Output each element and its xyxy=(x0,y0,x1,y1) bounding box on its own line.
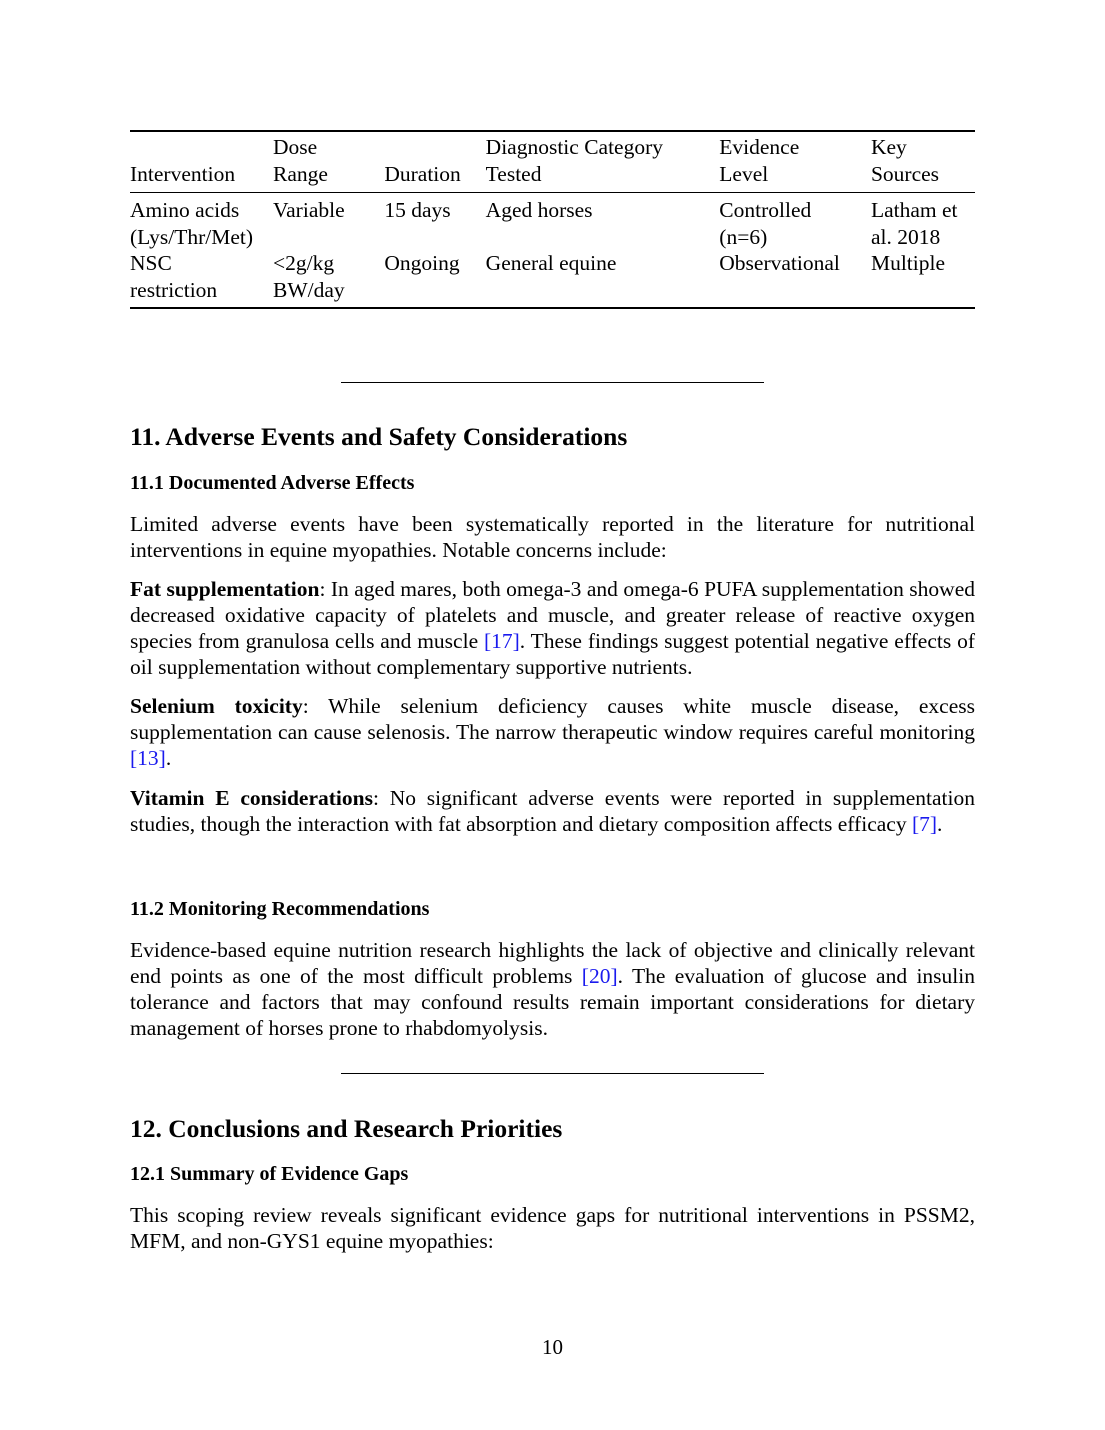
page-number: 10 xyxy=(542,1335,563,1359)
citation-link[interactable]: [20] xyxy=(581,964,618,988)
section-11-heading: 11. Adverse Events and Safety Considerations xyxy=(130,422,628,451)
col-header-diagnostic-category: Diagnostic Category Tested xyxy=(486,131,720,193)
term-label: Vitamin E considerations xyxy=(130,786,373,810)
table-cell: Amino acids (Lys/Thr/Met) xyxy=(130,198,254,249)
table-cell: Multiple xyxy=(870,251,946,275)
paragraph-vitamin-e: Vitamin E considerations: No significant adverse events were reported in supplementation studies, though the interaction with fat absorption and dietary composition affects efficacy [7]. xyxy=(130,786,975,836)
col-header-dose-range: Dose Range xyxy=(273,131,384,193)
paragraph-selenium-toxicity: Selenium toxicity: While selenium deficiency causes white muscle disease, excess supplementation can cause selenosis. The narrow therapeutic window requires careful monitoring [13]. xyxy=(130,694,976,770)
col-header-duration: Duration xyxy=(384,131,485,193)
table-header-row xyxy=(130,131,975,193)
subsection-11-2-heading: 11.2 Monitoring Recommendations xyxy=(130,898,430,920)
table-cell: <2g/kg BW/day xyxy=(273,251,345,302)
table-cell: 15 days xyxy=(384,198,451,222)
paragraph-fat-supplementation: Fat supplementation: In aged mares, both omega-3 and omega-6 PUFA supplementation showed decreased oxidative capacity of platelets and muscle, and greater release of reactive oxygen species from granulosa cells and muscle [17]. These findings suggest potential negative effects of oil supplementation without complementary supportive nutrients. xyxy=(130,577,975,679)
table-cell: Aged horses xyxy=(485,198,593,222)
table-cell: Variable xyxy=(273,198,345,222)
table-cell: Observational xyxy=(719,251,840,275)
table-row xyxy=(130,250,975,308)
paragraph-evidence-gaps: This scoping review reveals significant evidence gaps for nutritional interventions in PSSM2, MFM, and non-GYS1 equine myopathies: xyxy=(130,1203,975,1253)
subsection-12-1-heading: 12.1 Summary of Evidence Gaps xyxy=(130,1163,409,1185)
term-label: Selenium toxicity xyxy=(130,694,303,718)
citation-link[interactable]: [17] xyxy=(483,629,520,653)
col-header-evidence-level: Evidence Level xyxy=(719,131,871,193)
section-divider xyxy=(341,382,764,383)
paragraph-adverse-intro: Limited adverse events have been systematically reported in the literature for nutritional interventions in equine myopathies. Notable concerns include: xyxy=(130,512,975,562)
interventions-table xyxy=(130,130,975,309)
citation-link[interactable]: [13] xyxy=(130,746,166,770)
table-cell: Latham et al. 2018 xyxy=(870,198,958,249)
section-12-heading: 12. Conclusions and Research Priorities xyxy=(130,1114,563,1143)
col-header-key-sources: Key Sources xyxy=(871,131,975,193)
term-label: Fat supplementation xyxy=(130,577,320,601)
table-cell: Ongoing xyxy=(384,251,460,275)
paragraph-monitoring: Evidence-based equine nutrition research highlights the lack of objective and clinically relevant end points as one of the most difficult problems [20]. The evaluation of glucose and insulin tolerance and factors that may confound results remain important considerations for dietary management of horses prone to rhabdomyolysis. xyxy=(130,938,975,1040)
col-header-intervention: Intervention xyxy=(130,131,273,193)
section-divider xyxy=(341,1073,764,1074)
table-cell: Controlled (n=6) xyxy=(719,198,812,249)
subsection-11-1-heading: 11.1 Documented Adverse Effects xyxy=(130,472,415,494)
table-cell: General equine xyxy=(485,251,617,275)
table-cell: NSC restriction xyxy=(130,251,218,302)
table-row xyxy=(130,193,975,251)
citation-link[interactable]: [7] xyxy=(911,812,938,836)
